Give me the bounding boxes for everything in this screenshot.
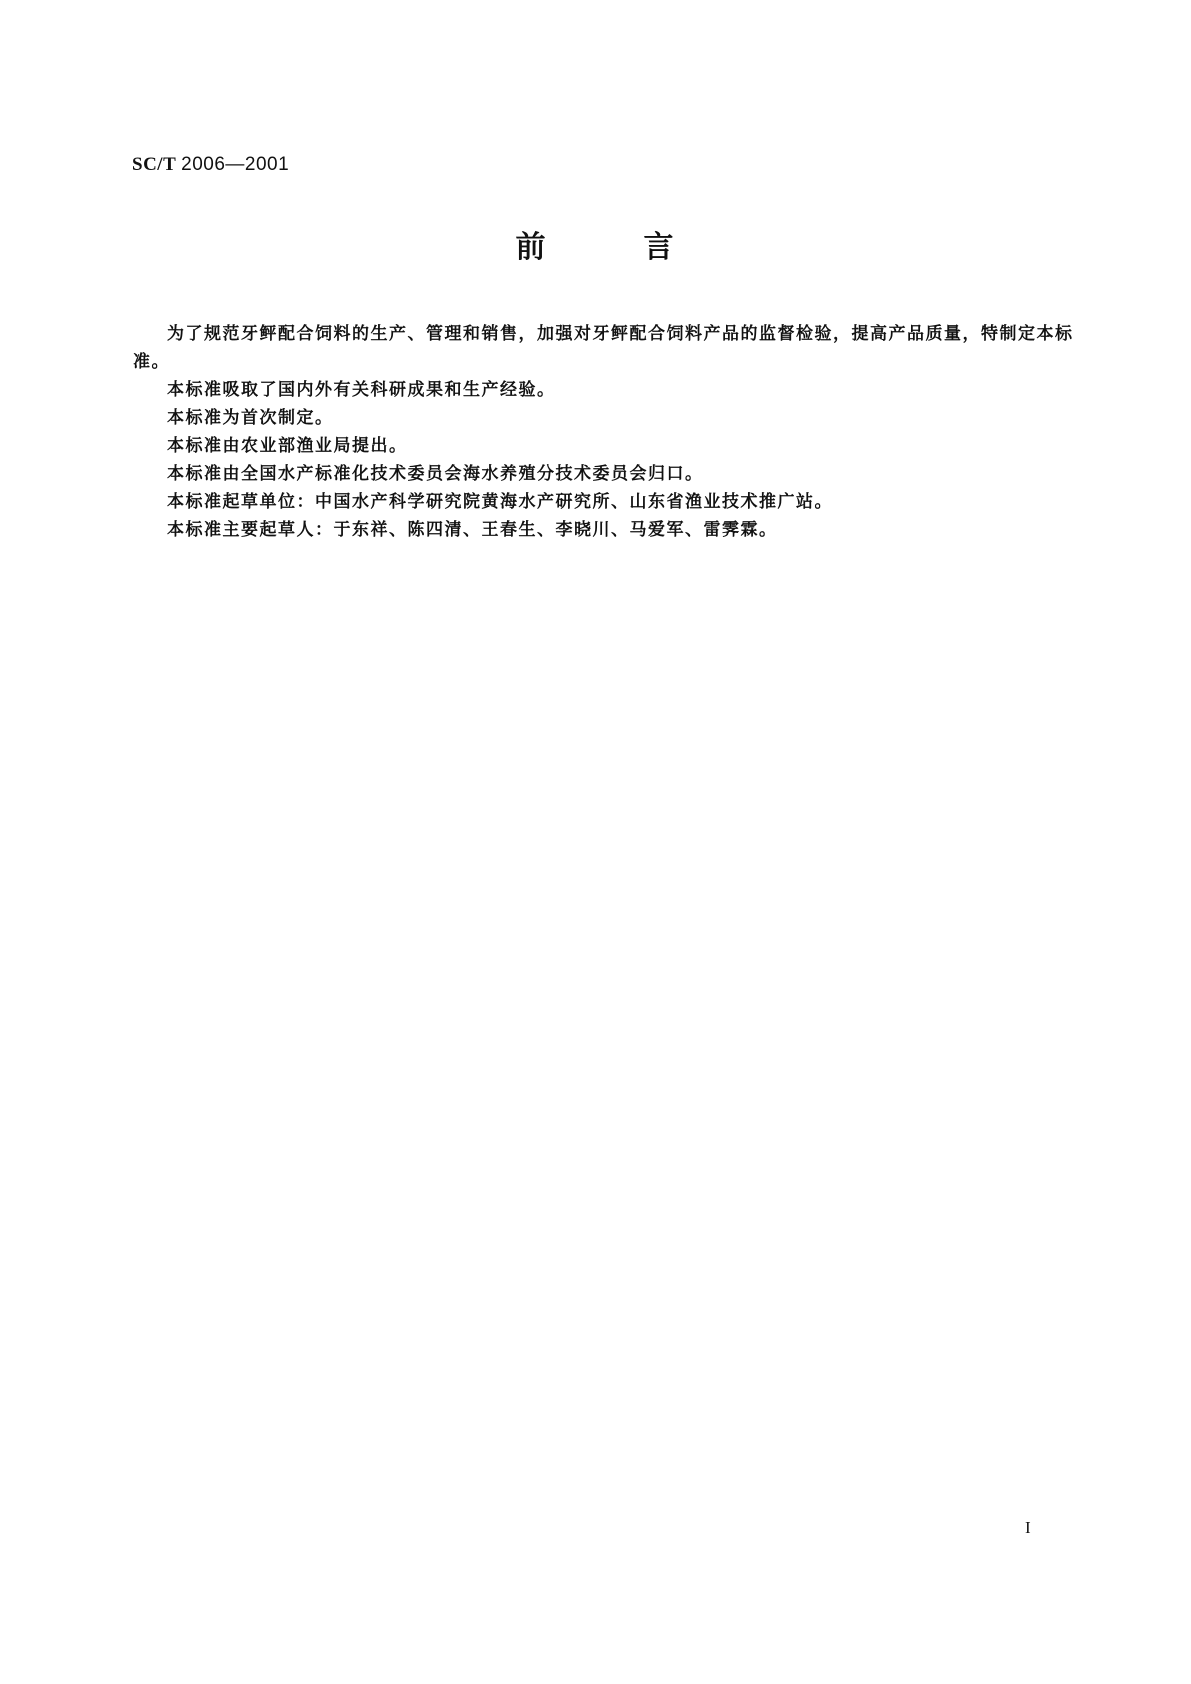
paragraph-committee: 本标准由全国水产标准化技术委员会海水养殖分技术委员会归口。 <box>167 464 704 484</box>
title-char-2: 言 <box>643 230 676 265</box>
title-char-1: 前 <box>515 230 548 265</box>
paragraph-proposer: 本标准由农业部渔业局提出。 <box>167 436 408 456</box>
standard-number: 2006—2001 <box>181 154 290 175</box>
paragraph-first-edition: 本标准为首次制定。 <box>167 408 334 428</box>
standard-code <box>132 153 289 177</box>
paragraph-drafters: 本标准主要起草人：于东祥、陈四清、王春生、李晓川、马爱军、雷霁霖。 <box>167 520 778 540</box>
page-title <box>0 228 1191 268</box>
paragraph-sources: 本标准吸取了国内外有关科研成果和生产经验。 <box>167 380 556 400</box>
foreword-body <box>133 320 1078 544</box>
paragraph-drafting-units: 本标准起草单位：中国水产科学研究院黄海水产研究所、山东省渔业技术推广站。 <box>167 492 833 512</box>
paragraph-purpose: 为了规范牙鲆配合饲料的生产、管理和销售，加强对牙鲆配合饲料产品的监督检验，提高产品质量，特制定本标准。 <box>133 324 1074 372</box>
page-number: I <box>1025 1518 1031 1537</box>
standard-prefix: SC/T <box>132 154 176 175</box>
